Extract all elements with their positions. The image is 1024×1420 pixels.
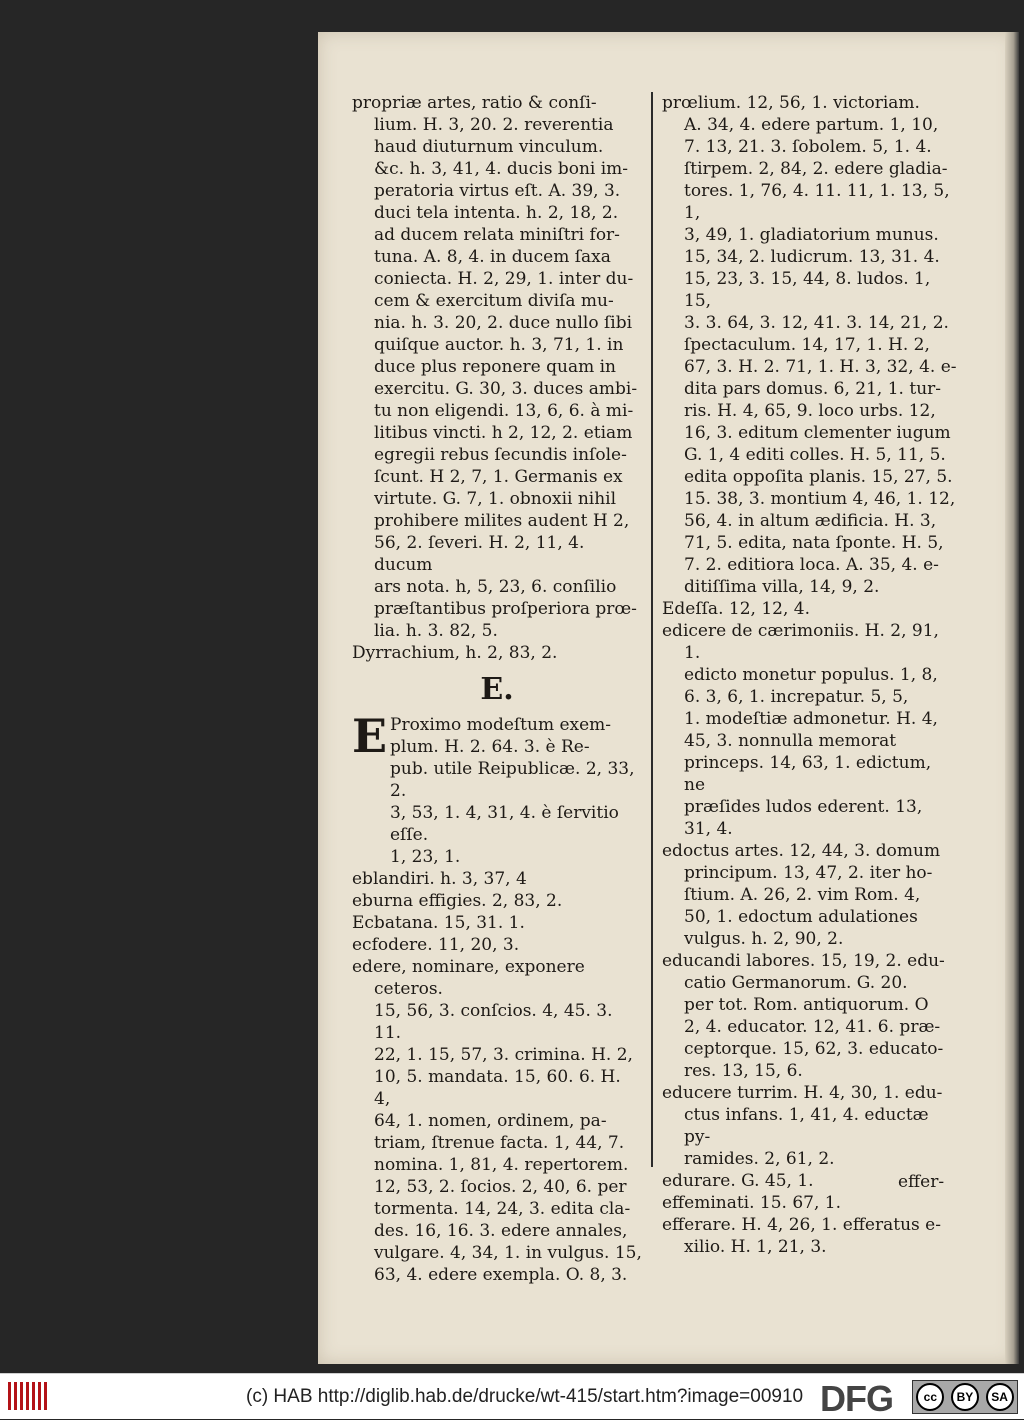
index-entry: Edeſſa. 12, 12, 4.: [662, 599, 810, 619]
index-entry: effeminati. 15. 67, 1.: [662, 1193, 842, 1213]
sa-icon: SA: [986, 1383, 1014, 1411]
index-entry: efferare. H. 4, 26, 1. efferatus e- xilio. H. 1, 21, 3.: [662, 1215, 941, 1257]
index-entry: Proximo modeſtum exem- plum. H. 2. 64. 3. è Re- pub. utile Reipublicæ. 2, 33, 2. 3, 53, 1. 4, 31, 4. è ſervitio eſſe. 1, 23, 1.: [390, 715, 635, 867]
index-entry: Dyrrachium, h. 2, 83, 2.: [352, 643, 558, 663]
index-entry: educandi labores. 15, 19, 2. edu- catio Germanorum. G. 20. per tot. Rom. antiquorum. O 2, 4. educator. 12, 41. 6. præ- ceptorque. 15, 62, 3. educato- res. 13, 15, 6.: [662, 951, 945, 1081]
by-icon: BY: [951, 1383, 979, 1411]
section-letter: E.: [480, 672, 514, 707]
dfg-logo: DFG: [820, 1378, 893, 1419]
viewer-footer: [0, 1373, 1024, 1419]
cc-license-badge[interactable]: [912, 1380, 1018, 1414]
dropcap-letter: E: [352, 709, 388, 763]
left-column: [352, 92, 642, 1286]
hab-logo-icon: [8, 1382, 48, 1410]
index-entry: Ecbatana. 15, 31. 1.: [352, 913, 525, 933]
page-edge: [1005, 32, 1019, 1364]
index-entry: edoctus artes. 12, 44, 3. domum principum. 13, 47, 2. iter ho- ſtium. A. 26, 2. vim Rom. 4, 50, 1. edoctum adulationes vulgus. h. 2, 90, 2.: [662, 841, 941, 949]
cc-icon: cc: [916, 1383, 944, 1411]
index-entry: edurare. G. 45, 1.: [662, 1171, 814, 1191]
index-entry: educere turrim. H. 4, 30, 1. edu- ctus infans. 1, 41, 4. eductæ py- ramides. 2, 61, 2.: [662, 1083, 943, 1169]
column-divider: [651, 92, 653, 1167]
right-column: [662, 92, 957, 1258]
index-entry: propriæ artes, ratio & conſi- lium. H. 3, 20. 2. reverentia haud diuturnum vinculum. &c. h. 3, 41, 4. ducis boni im- peratoria virtus eſt. A. 39, 3. duci tela intenta. h. 2, 18, 2. ad ducem relata miniſtri for- tuna. A. 8, 4. in ducem ſaxa coniecta. H. 2, 29, 1. inter du- cem & exercitum diviſa mu- nia. h. 3. 20, 2. duce nullo ſibi quiſque auctor. h. 3, 71, 1. in duce plus reponere quam in exercitu. G. 30, 3. duces ambi- tu non eligendi. 13, 6, 6. à mi- litibus vincti. h 2, 12, 2. etiam egregii rebus ſecundis inſole- ſcunt. H 2, 7, 1. Germanis ex virtute. G. 7, 1. obnoxii nihil prohibere milites audent H 2, 56, 2. ſeveri. H. 2, 11, 4. ducum ars nota. h, 5, 23, 6. conſilio præſtantibus proſperiora prœ- lia. h. 3. 82, 5.: [352, 93, 638, 641]
catchword: effer-: [898, 1172, 945, 1192]
index-entry: eburna effigies. 2, 83, 2.: [352, 891, 563, 911]
index-entry: edicere de cærimoniis. H. 2, 91, 1. edicto monetur populus. 1, 8, 6. 3, 6, 1. increpatur. 5, 5, 1. modeſtiæ admonetur. H. 4, 45, 3. nonnulla memorat princeps. 14, 63, 1. edictum, ne præſides ludos ederent. 13, 31, 4.: [662, 621, 939, 839]
credit-link[interactable]: (c) HAB http://diglib.hab.de/drucke/wt-415/start.htm?image=00910: [246, 1386, 804, 1407]
index-entry: ecfodere. 11, 20, 3.: [352, 935, 520, 955]
index-entry: edere, nominare, exponere ceteros. 15, 56, 3. conſcios. 4, 45. 3. 11. 22, 1. 15, 57, 3. crimina. H. 2, 10, 5. mandata. 15, 60. 6. H. 4, 64, 1. nomen, ordinem, pa- triam, ſtrenue facta. 1, 44, 7. nomina. 1, 81, 4. repertorem. 12, 53, 2. ſocios. 2, 40, 6. per tormenta. 14, 24, 3. edita cla- des. 16, 16. 3. edere annales, vulgare. 4, 34, 1. in vulgus. 15, 63, 4. edere exempla. O. 8, 3.: [352, 957, 642, 1285]
index-entry: eblandiri. h. 3, 37, 4: [352, 869, 527, 889]
index-entry: prœlium. 12, 56, 1. victoriam. A. 34, 4. edere partum. 1, 10, 7. 13, 21. 3. ſobolem. 5, 1. 4. ſtirpem. 2, 84, 2. edere gladia- tores. 1, 76, 4. 11. 11, 1. 13, 5, 1, 3, 49, 1. gladiatorium munus. 15, 34, 2. ludicrum. 13, 31. 4. 15, 23, 3. 15, 44, 8. ludos. 1, 15, 3. 3. 64, 3. 12, 41. 3. 14, 21, 2. ſpectaculum. 14, 17, 1. H. 2, 67, 3. H. 2. 71, 1. H. 3, 32, 4. e- dita pars domus. 6, 21, 1. tur- ris. H. 4, 65, 9. loco urbs. 12, 16, 3. editum clementer iugum G. 1, 4 editi colles. H. 5, 11, 5. edita oppoſita planis. 15, 27, 5. 15. 38, 3. montium 4, 46, 1. 12, 56, 4. in altum ædificia. H. 3, 71, 5. edita, nata ſponte. H. 5, 7. 2. editiora loca. A. 35, 4. e- ditiſſima villa, 14, 9, 2.: [662, 93, 957, 597]
dropcap-entry: [352, 709, 642, 868]
